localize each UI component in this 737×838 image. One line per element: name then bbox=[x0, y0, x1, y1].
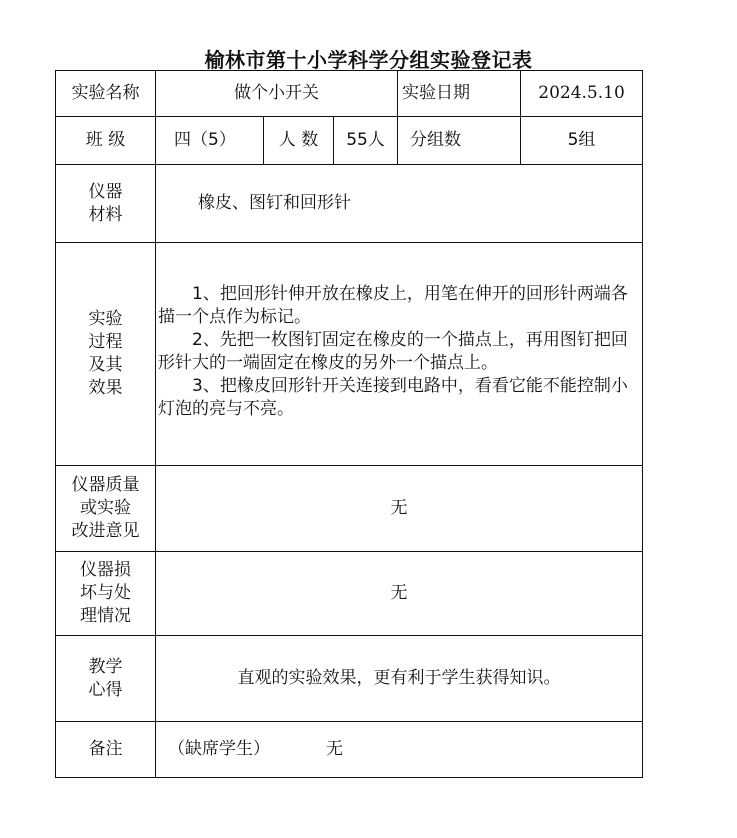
row-damage bbox=[56, 552, 643, 636]
class-value: 四（5） bbox=[156, 117, 264, 165]
student-count-label: 人 数 bbox=[264, 117, 334, 165]
row-experiment-name bbox=[56, 71, 643, 117]
materials-value: 橡皮、图钉和回形针 bbox=[156, 165, 643, 243]
quality-label-line: 或实验 bbox=[80, 498, 131, 519]
process-label-line: 及其 bbox=[88, 355, 123, 375]
teaching-value: 直观的实验效果，更有利于学生获得知识。 bbox=[156, 636, 643, 722]
teaching-label-line: 教学 bbox=[88, 656, 123, 677]
damage-label bbox=[56, 552, 156, 636]
damage-label-line: 坏与处 bbox=[80, 583, 131, 604]
class-label: 班 级 bbox=[56, 117, 156, 165]
row-remarks bbox=[56, 722, 643, 778]
form-title: 榆林市第十小学科学分组实验登记表 bbox=[204, 48, 533, 72]
experiment-registration-table bbox=[55, 70, 643, 778]
experiment-date-label: 实验日期 bbox=[398, 71, 521, 117]
process-step: 2、先把一枚图钉固定在橡皮的一个描点上，再用图钉把回形针大的一端固定在橡皮的另外一个描点上。 bbox=[158, 329, 628, 373]
experiment-name-label: 实验名称 bbox=[56, 71, 156, 117]
quality-value: 无 bbox=[156, 466, 643, 552]
row-materials bbox=[56, 165, 643, 243]
materials-label-line: 仪器 bbox=[88, 181, 123, 202]
row-teaching bbox=[56, 636, 643, 722]
teaching-label-line: 心得 bbox=[88, 679, 123, 700]
teaching-label bbox=[56, 636, 156, 722]
process-step: 3、把橡皮回形针开关连接到电路中，看看它能不能控制小灯泡的亮与不亮。 bbox=[158, 375, 628, 419]
quality-label-line: 改进意见 bbox=[71, 520, 140, 541]
experiment-date-value: 2024.5.10 bbox=[521, 71, 643, 117]
damage-value: 无 bbox=[156, 552, 643, 636]
quality-label bbox=[56, 466, 156, 552]
process-content bbox=[156, 243, 643, 466]
row-class-info bbox=[56, 117, 643, 165]
materials-label-line: 材料 bbox=[88, 204, 123, 225]
row-process bbox=[56, 243, 643, 466]
process-label bbox=[56, 243, 156, 466]
materials-label bbox=[56, 165, 156, 243]
absent-students-label: （缺席学生） bbox=[168, 739, 270, 760]
absent-students-value: 无 bbox=[326, 739, 343, 760]
student-count-value: 55人 bbox=[334, 117, 398, 165]
process-label-line: 效果 bbox=[88, 377, 123, 398]
group-count-value: 5组 bbox=[521, 117, 643, 165]
experiment-name-value: 做个小开关 bbox=[156, 71, 398, 117]
row-quality bbox=[56, 466, 643, 552]
group-count-label: 分组数 bbox=[398, 117, 521, 165]
quality-label-line: 仪器质量 bbox=[71, 475, 140, 496]
remarks-label: 备注 bbox=[56, 722, 156, 778]
process-label-line: 过程 bbox=[88, 332, 123, 353]
damage-label-line: 仪器损 bbox=[80, 560, 131, 581]
process-label-line: 实验 bbox=[88, 309, 123, 330]
remarks-content bbox=[156, 722, 643, 778]
process-step: 1、把回形针伸开放在橡皮上，用笔在伸开的回形针两端各描一个点作为标记。 bbox=[158, 284, 628, 327]
damage-label-line: 理情况 bbox=[80, 605, 131, 626]
